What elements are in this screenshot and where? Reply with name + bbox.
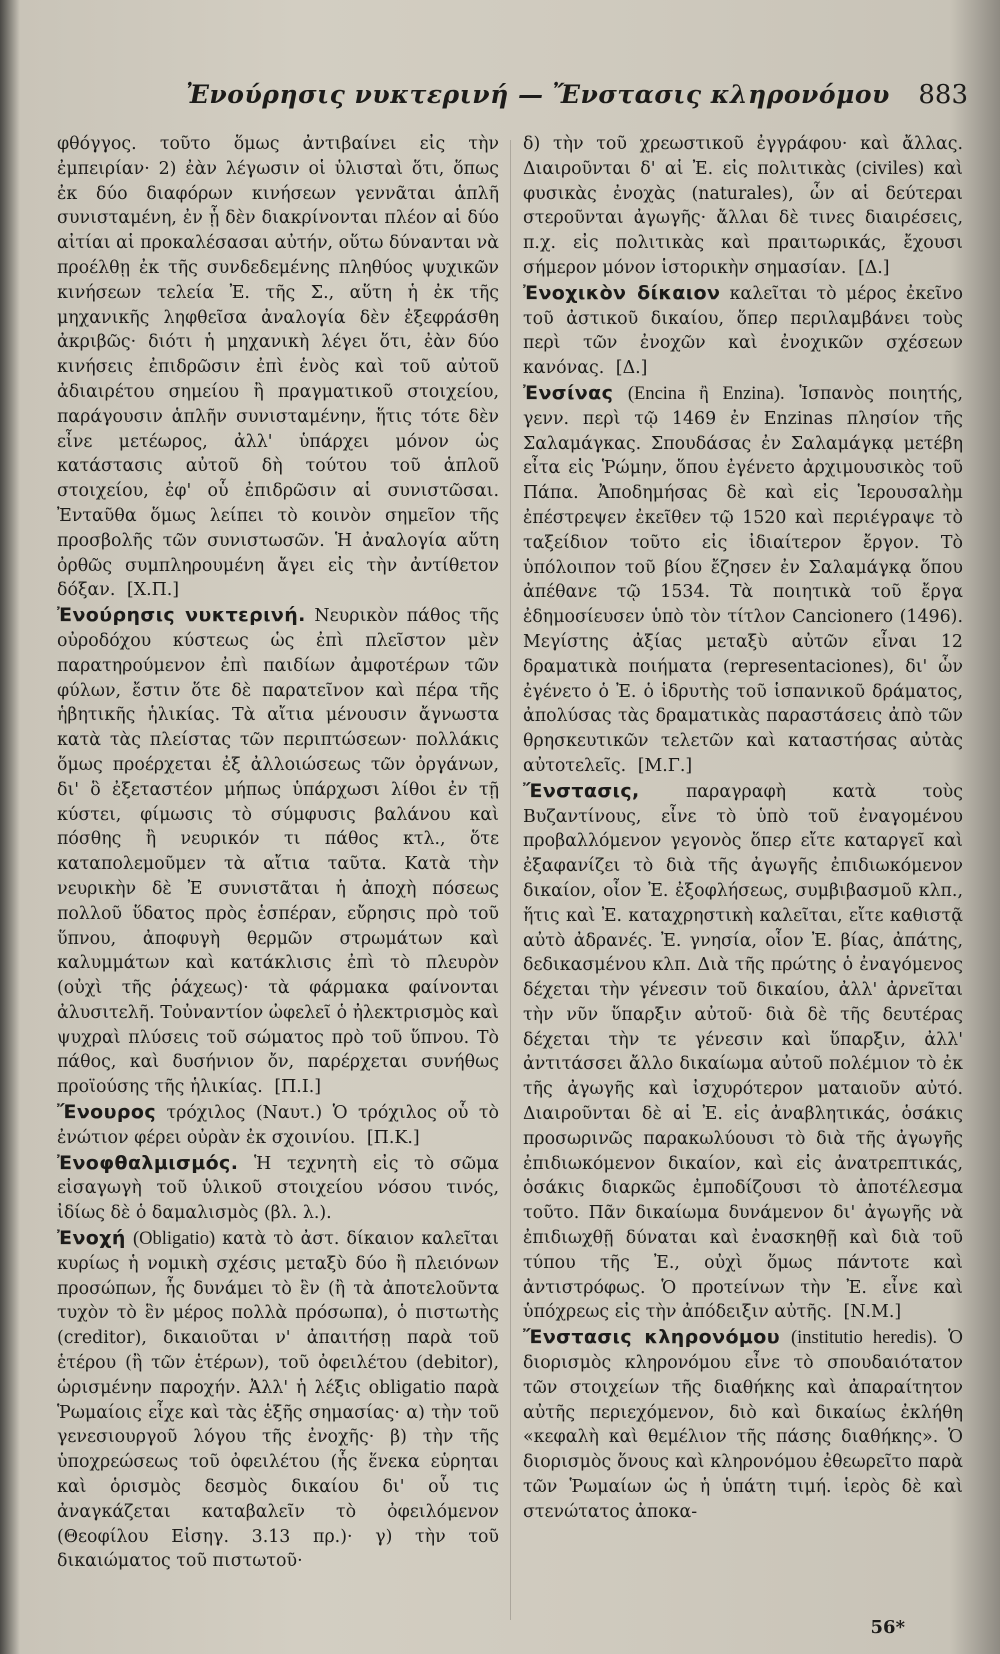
entry-enochikon-dikaion: [523, 281, 963, 381]
entry-enoche: [57, 1226, 499, 1574]
entry-enophthalmismos: [57, 1151, 499, 1226]
right-column: [523, 132, 963, 1614]
author-signature: [Χ.Π.]: [126, 580, 180, 601]
entry-headword: Ἔνουρος: [57, 1101, 156, 1124]
entry-headword: Ἐνούρησις νυκτερινή.: [57, 604, 306, 627]
entry-headword: Ἐνοφθαλμισμός.: [57, 1151, 239, 1174]
continued-entry-text: [57, 132, 499, 603]
author-signature: [Π.Ι.]: [274, 1077, 322, 1098]
page-header: [0, 80, 1000, 124]
left-column: [57, 132, 499, 1614]
entry-enouros: [57, 1100, 499, 1151]
entry-text: Ὁ διορισμὸς κληρονόμου εἶνε τὸ σπουδαιότατον τῶν στοιχείων τῆς διαθήκης καὶ ἀπαραίτητον αὐτῆς περιεχόμενον, διὸ καὶ δικαίως ἐκλήθη «κεφαλὴ καὶ θεμέλιον τῆς πάσης διαθήκης». Ὁ διορισμὸς ὅνους καὶ κληρονόμου ἐθεωρεῖτο παρὰ τῶν Ῥωμαίων ὡς ἡ ὑπάτη τιμή. ἱερὸς δὲ καὶ στενώτατος ἀποκα-: [523, 1328, 963, 1522]
author-signature: [Π.Κ.]: [366, 1127, 420, 1148]
entry-text: Ἡ τεχνητὴ εἰς τὸ σῶμα εἰσαγωγὴ τοῦ ὑλικοῦ στοιχείου νόσου τινός, ἰδίως δὲ ὁ δαμαλισμὸς (βλ. λ.).: [57, 1153, 499, 1224]
entry-headword: Ἐνσίνας: [523, 381, 614, 404]
entry-ensinas: [523, 381, 963, 779]
continued-entry-text: [523, 132, 963, 281]
entry-text: Νευρικὸν πάθος τῆς οὐροδόχου κύστεως ὡς ἐπὶ πλεῖστον μὲν παρατηρούμενον ἐπὶ παιδίων ἀμφοτέρων τῶν φύλων, ἔστιν ὅτε δὲ παρατεῖνον καὶ πέρα τῆς ἡβητικῆς ἡλικίας. Τὰ αἴτια μένουσιν ἄγνωστα κατὰ τὰς πλείστας τῶν περιπτώσεων· πολλάκις ὅμως προέρχεται ἐξ ἀλλοιώσεως τῶν ὀργάνων, δι' ὃ ἐξεταστέον μήπως ὑπάρχωσι λίθοι ἐν τῇ κύστει, φίμωσις τὸ σύμφυσις βαλάνου καὶ πόσθης ἢ νευρικόν τι πάθος κτλ., ὅτε καταπολεμοῦμεν τὰ αἴτια ταῦτα. Κατὰ τὴν νευρικὴν δὲ Ἐ συνιστᾶται ἡ ἀποχὴ πόσεως πολλοῦ ὕδατος πρὸς ἑσπέραν, εὔρησις πρὸ τοῦ ὕπνου, ἀποφυγὴ θερμῶν στρωμάτων καὶ καλυμμάτων καὶ κατάκλισις ἐπὶ τὸ πλευρὸν (οὐχὶ τῆς ῥάχεως)· τὰ φάρμακα φαίνονται ἀλυσιτελῆ. Τοὐναντίον ὠφελεῖ ὁ ἠλεκτρισμὸς καὶ ψυχραὶ πλύσεις τοῦ σώματος πρὸ τοῦ ὕπνου. Τὸ πάθος, καὶ δυσήνιον ὄν, παρέρχεται συνήθως προϊούσης τῆς ἡλικίας.: [57, 606, 499, 1098]
latin-term: (institutio heredis).: [790, 1328, 938, 1349]
entry-text: τρόχιλος (Ναυτ.) Ὁ τρόχιλος οὗ τὸ ἐνώτιον φέρει οὐρὰν ἐκ σχοινίου.: [57, 1103, 499, 1148]
latin-term: (Obligatio): [132, 1229, 216, 1250]
column-divider: [510, 140, 511, 1620]
author-signature: [Δ.]: [857, 257, 890, 278]
entry-enouresis: [57, 603, 499, 1100]
author-signature: [Ν.Μ.]: [843, 1302, 902, 1323]
author-signature: [Μ.Γ.]: [637, 755, 693, 776]
entry-headword: Ἐνοχή: [57, 1227, 126, 1250]
entry-text: κατὰ τὸ ἀστ. δίκαιον καλεῖται κυρίως ἡ νομικὴ σχέσις μεταξὺ δύο ἢ πλειόνων προσώπων, ἧς δυνάμει τὸ ἓν (ἢ τὰ ἀποτελοῦντα τυχὸν τὸ ἓν μέρος πολλὰ πρόσωπα), ὁ πιστωτὴς (creditor), δικαιοῦται ν' ἀπαιτήσῃ παρὰ τοῦ ἑτέρου (ἢ τῶν ἑτέρων), τοῦ ὀφειλέτου (debitor), ὡρισμένην παροχήν. Ἀλλ' ἡ λέξις obligatio παρὰ Ῥωμαίοις εἶχε καὶ τὰς ἑξῆς σημασίας· α) τὴν τοῦ γενεσιουργοῦ λόγου τῆς ἐνοχῆς· β) τὴν τῆς ὑποχρεώσεως τοῦ ὀφειλέτου (ἧς ἕνεκα εὑρηται καὶ ὁρισμὸς δεσμὸς δικαίου δι' οὗ τις ἀναγκάζεται καταβαλεῖν τὸ ὀφειλόμενον (Θεοφίλου Εἰσηγ. 3.13 πρ.)· γ) τὴν τοῦ δικαιώματος τοῦ πιστωτοῦ·: [57, 1229, 499, 1572]
entry-text: παραγραφὴ κατὰ τοὺς Βυζαντίνους, εἶνε τὸ ὑπὸ τοῦ ἐναγομένου προβαλλόμενον γεγονὸς ὅπερ εἴτε καταργεῖ καὶ ἐξαφανίζει τὸ διὰ τῆς ἀγωγῆς ἐπιδιωκόμενον δικαίον, οἷον Ἐ. ἐξοφλήσεως, συμβιβασμοῦ κλπ., ἥτις καὶ Ἐ. καταχρηστικὴ καλεῖται, εἴτε καθιστᾷ αὐτὸ ἀδρανές. Ἐ. γνησία, οἷον Ἐ. βίας, ἀπάτης, δεδικασμένου κλπ. Διὰ τῆς πρώτης ὁ ἐναγόμενος δέχεται τὴν γένεσιν τοῦ δικαίου, ἀλλ' ἀρνεῖται τὴν νῦν ὕπαρξιν αὐτοῦ· διὰ δὲ τῆς δευτέρας δέχεται τὴν τε γένεσιν καὶ ὕπαρξιν, ἀλλ' ἀντιτάσσει ἄλλο δικαίωμα αὐτοῦ πολέμιον τὸ ἐκ τῆς ἀγωγῆς καὶ ἰσχυρότερον ματαιοῦν αὐτό. Διαιροῦνται δὲ αἱ Ἐ. εἰς ἀναβλητικάς, ὁσάκις προσωρινῶς παρακωλύουσι τὸ διὰ τῆς ἀγωγῆς ἐπιδιωκόμενον δικαίον, καὶ εἰς ἀνατρεπτικάς, ὁσάκις διαρκῶς ἐμποδίζουσι τὸ ἀποτέλεσμα τοῦτο. Πᾶν δικαίωμα δυνάμενον δι' ἀγωγῆς νὰ ἐπιδιωχθῇ δύναται καὶ ἐνασκηθῇ καὶ διὰ τοῦ τύπου τῆς Ἐ., οὐχὶ ὅμως πάντοτε καὶ ἀντιστρόφως. Ὁ προτείνων τὴν Ἐ. εἶνε καὶ ὑπόχρεως εἰς τὴν ἀπόδειξιν αὐτῆς.: [523, 781, 963, 1323]
entry-text: καλεῖται τὸ μέρος ἐκεῖνο τοῦ ἀστικοῦ δικαίου, ὅπερ περιλαμβάνει τοὺς περὶ τῶν ἐνοχῶν καὶ ἐνοχικῶν σχέσεων κανόνας.: [523, 283, 963, 379]
entry-enstasis: [523, 779, 963, 1326]
entry-headword: Ἐνοχικὸν δίκαιον: [523, 281, 721, 304]
entry-text: φθόγγος. τοῦτο ὅμως ἀντιβαίνει εἰς τὴν ἐμπειρίαν· 2) ἐὰν λέγωσιν οἱ ὑλισταὶ ὅτι, ὅπως ἐκ δύο διαφόρων κινήσεων γεννᾶται ἁπλῆ συνισταμένη, ἐν ᾗ δὲν διακρίνονται πλέον αἱ δύο αἰτίαι αἱ προκαλέσασαι αὐτήν, οὕτω δύνανται νὰ προέλθῃ ἐκ τῆς συνδεδεμένης πληθύος ψυχικῶν κινήσεων τελεία Ἐ. τῆς Σ., αὕτη ἡ ἐκ τῆς μηχανικῆς ληφθεῖσα ἀναλογία δὲν ἐξεφράσθη ἀκριβῶς· διότι ἡ μηχανικὴ λέγει ὅτι, ἐὰν δύο κινήσεις ἐπιδρῶσιν ἐπὶ ἑνὸς καὶ τοῦ αὐτοῦ ἀδιαιρέτου σημείου ἢ πραγματικοῦ στοιχείου, παράγουσιν ἁπλῆν συνισταμένην, ἥτις τότε δὲν εἶνε μετέωρος, ἀλλ' ὑπάρχει μόνον ὡς κατάστασις αὐτοῦ δὴ τούτου τοῦ ἁπλοῦ στοιχείου, ἐφ' οὗ ἐπιδρῶσιν αἱ συνιστῶσαι. Ἐνταῦθα ὅμως λείπει τὸ κοινὸν σημεῖον τῆς προσβολῆς τῶν συνιστωσῶν. Ἡ ἀναλογία αὕτη ὀρθῶς συμπληρουμένη ἄγει εἰς τὴν ἀντίθετον δόξαν.: [57, 134, 499, 601]
entry-text: Ἱσπανὸς ποιητής, γενν. περὶ τῷ 1469 ἐν Enzinas πλησίον τῆς Σαλαμάγκας. Σπουδάσας ἐν Σαλαμάγκᾳ μετέβη εἶτα εἰς Ῥώμην, ὅπου ἐγένετο ἀρχιμουσικὸς τοῦ Πάπα. Ἀποδημήσας δὲ καὶ εἰς Ἱερουσαλὴμ ἐπέστρεψεν ἐκεῖθεν τῷ 1520 καὶ περιέγραψε τὸ ταξείδιον τοῦτο εἰς ἰδιαίτερον ἔργον. Τὸ ὑπόλοιπον τοῦ βίου ἔζησεν ἐν Σαλαμάγκᾳ ὅπου ἀπέθανε τῷ 1534. Τὰ ποιητικὰ τοῦ ἔργα ἐδημοσίευσεν ὑπὸ τὸν τίτλον Cancionero (1496). Μεγίστης ἀξίας μεταξὺ αὐτῶν εἶναι 12 δραματικὰ ποιήματα (representaciones), δι' ὧν ἐγένετο ὁ Ἐ. ὁ ἱδρυτὴς τοῦ ἱσπανικοῦ δράματος, ἀπολύσας τὰς δραματικὰς παραστάσεις ἀπὸ τῶν θρησκευτικῶν τελετῶν καὶ καταστήσας αὐτὰς αὐτοτελεῖς.: [523, 383, 963, 776]
entry-text: δ) τὴν τοῦ χρεωστικοῦ ἐγγράφου· καὶ ἄλλας. Διαιροῦνται δ' αἱ Ἐ. εἰς πολιτικὰς (civiles) καὶ φυσικὰς ἐνοχὰς (naturales), ὧν αἱ δεύτεραι στεροῦνται ἀγωγῆς· ἄλλαι δὲ τινες διαιρέσεις, π.χ. εἰς πολιτικὰς καὶ πραιτωρικάς, ἔχουσι σήμερον μόνον ἱστορικὴν σημασίαν.: [523, 134, 963, 278]
entry-enstasis-kleronomou: [523, 1325, 963, 1524]
entry-headword: Ἔνστασις,: [523, 779, 640, 802]
page-number: 883: [918, 80, 968, 110]
latin-term: (Encina ἢ Enzina).: [627, 383, 785, 404]
entry-headword: Ἔνστασις κληρονόμου: [523, 1326, 780, 1349]
author-signature: [Δ.]: [615, 358, 648, 379]
printer-signature-mark: 56*: [870, 1617, 905, 1638]
running-head: Ἐνούρησις νυκτερινή — Ἔνστασις κληρονόμου: [186, 80, 890, 109]
